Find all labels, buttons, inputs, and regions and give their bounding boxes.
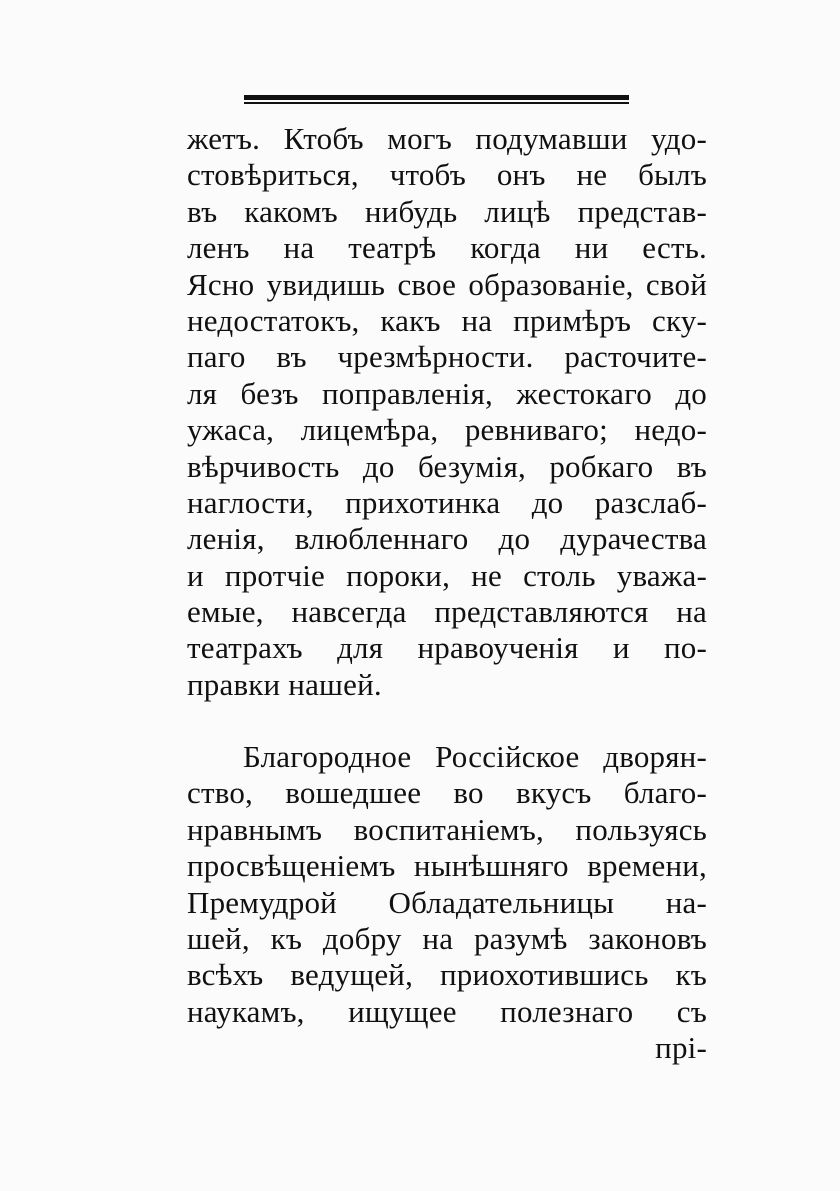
paragraph-line: паго въ чрезмѣрности. расточите- xyxy=(187,339,707,375)
paragraph-line: театрахъ для нравоученія и по- xyxy=(187,630,707,666)
paragraph-2 xyxy=(187,739,707,1067)
paragraph-line: стовѣриться, чтобъ онъ не былъ xyxy=(187,157,707,193)
paragraph-line: ленъ на театрѣ когда ни есть. xyxy=(187,230,707,266)
paragraph-line: ля безъ поправленія, жестокаго до xyxy=(187,375,707,411)
header-rule-thick xyxy=(244,95,629,100)
paragraph-line: Премудрой Обладательницы на- xyxy=(187,884,707,920)
paragraph-line: правки нашей. xyxy=(187,666,382,702)
paragraph-line: емые, навсегда представляются на xyxy=(187,594,707,630)
paragraph-line: и протчіе пороки, не столь уважа- xyxy=(187,557,707,593)
catchword: прі- xyxy=(655,1030,707,1066)
paragraph-line: шей, къ добру на разумѣ законовъ xyxy=(187,920,707,956)
paragraph-line: нравнымъ воспитаніемъ, пользуясь xyxy=(187,811,707,847)
header-rule-thin xyxy=(244,102,629,104)
paragraph-line: жетъ. Ктобъ могъ подумавши удо- xyxy=(187,121,707,156)
paragraph-line: наглости, прихотинка до разслаб- xyxy=(187,484,707,520)
paragraph-line: всѣхъ ведущей, приохотившись къ xyxy=(187,957,707,993)
paragraph-line: ство, вошедшее во вкусъ благо- xyxy=(187,775,707,811)
paragraph-line: въ какомъ нибудь лицѣ представ- xyxy=(187,193,707,229)
paragraph-line: вѣрчивость до безумія, робкаго въ xyxy=(187,448,707,484)
paragraph-line: Благородное Россійское дворян- xyxy=(243,739,707,774)
paragraph-line: ужаса, лицемѣра, ревниваго; недо- xyxy=(187,412,707,448)
paragraph-line: просвѣщеніемъ нынѣшняго времени, xyxy=(187,848,707,884)
paragraph-1 xyxy=(187,121,707,703)
paragraph-line: недостатокъ, какъ на примѣръ ску- xyxy=(187,302,707,338)
paragraph-line: ленія, влюбленнаго до дурачества xyxy=(187,521,707,557)
paragraph-line: Ясно увидишь свое образованіе, свой xyxy=(187,266,707,302)
paragraph-line: наукамъ, ищущее полезнаго съ xyxy=(187,993,707,1029)
